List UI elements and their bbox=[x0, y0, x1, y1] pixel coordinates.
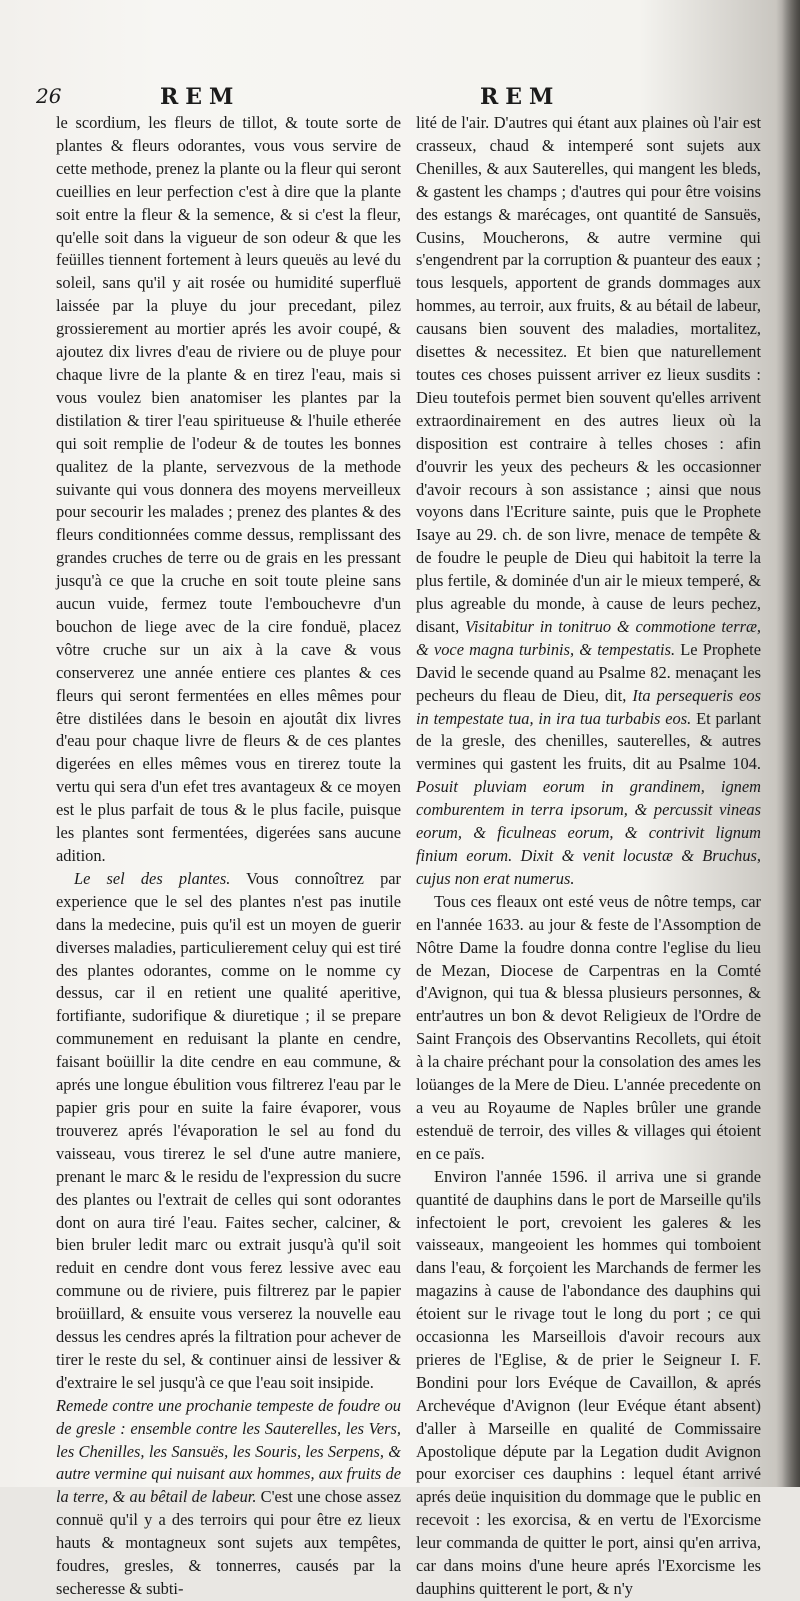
page-gutter-shadow bbox=[782, 0, 800, 1487]
paragraph-sel-des-plantes bbox=[56, 868, 401, 1395]
paragraph-mezan: Tous ces fleaux ont esté veus de nôtre temps, car en l'année 1633. au jour & feste de l'Assomption de Nôtre Dame la foudre donna contre l'eglise du lieu de Mezan, Diocese de Carpentras en la Comté d'Avignon, qui tua & blessa plusieurs personnes, & entr'autres un bon & devot Religieux de l'Ordre de Saint François des Observantins Recollets, qui étoit à la chaire préchant pour la consolation des ames les loüanges de la Mere de Dieu. L'année precedente on a veu au Royaume de Naples brûler une grande estenduë de terroir, des villes & villages qui étoient en ce païs. bbox=[416, 891, 761, 1163]
running-head-right: REM bbox=[480, 84, 561, 110]
latin-quote-psalme-82: Ita persequeris eos in tempestate tua, in ira tua turbabis eos. bbox=[416, 685, 762, 728]
page-number: 26 bbox=[36, 84, 62, 108]
fleaux-text-a: lité de l'air. D'autres qui étant aux plaines où l'air est crasseux, chaud & intemperé sont sujets aux Chenilles, & aux Sauterelles, qui mangent les bleds, & gastent les champs ; d'autres qui pour être voisins des estangs & marécages, ont quantité de Sansuës, Cusins, Moucherons, & autre vermine qui s'engendrent par la corruption & puanteur des eaux ; tous lesquels, apportent de grands dommages aux hommes, au terroir, aux fruits, & au bétail de labeur, causans bien souvent des maladies, mortalitez, disettes & necessitez. Et bien que naturellement toutes ces choses puissent arriver ez lieux susdits : Dieu toutefois permet bien souvent qu'elles arrivent extraordinairement en des autres lieux où la disposition est contraire à telles choses : afin d'ouvrir les yeux des pecheurs & les occasionner d'avoir recours à son assistance ; ainsi que nous voyons dans l'Ecriture sainte, puis que le Prophete Isaye au 29. ch. de son livre, menace de tempête & de foudre le peuple de Dieu qui habitoit la terre la plus fertile, & dominée d'un air le mieux temperé, & plus agreable du monde, à cause de leurs pechez, disant, bbox=[416, 113, 761, 636]
section-heading-sel: Le sel des plantes. bbox=[74, 868, 231, 888]
left-column bbox=[56, 112, 401, 1598]
fleaux-text-b: Le Prophete David le secende quand au Psalme 82. menaçant les pecheurs du fleau de Dieu, dit, bbox=[416, 639, 762, 705]
latin-quote-isaye: Visitabitur in tonitruo & commotione terræ, & voce magna turbinis, & tempestatis. bbox=[416, 616, 761, 659]
sel-text: Vous connoîtrez par experience que le sel des plantes n'est pas inutile dans la medecine, puis qu'il est un moyen de guerir diverses maladies, particulierement celuy qui est tiré des plantes odorantes, comme on le nomme cy dessus, car il en retient une qualité aperitive, fortifiante, sudorifique & diuretique ; il se prepare communement en reduisant la plante en cendre, faisant boüillir la dite cendre en eau commune, & aprés une longue ébulition vous filtrerez l'eau par le papier gris pour en suite la faire évaporer, vous trouverez aprés l'évaporation le sel au fond du vaisseau, vous tirerez le sel d'une autre maniere, prenant le marc & le residu de l'expression du sucre des plantes ou l'extrait de celles qui sont odorantes dont on aura tiré l'eau. Faites secher, calciner, & bien bruler ledit marc ou extrait jusqu'à qu'il soit reduit en cendre dont vous ferez lessive avec eau commune ou de riviere, puis filtrerez par le papier broüillard, & ensuite vous verserez la nouvelle eau dessus les cendres aprés la filtration pour achever de tirer le reste du sel, & continuer ainsi de lessiver & d'extraire le sel jusqu'à ce que l'eau soit insipide. bbox=[56, 868, 401, 1392]
right-column bbox=[416, 112, 762, 1598]
remede-text: C'est une chose assez connuë qu'il y a des terroirs qui pour être ez lieux hauts & montagneux sont sujets aux tempêtes, foudres, gresles, & tonnerres, causés par la secheresse & subti- bbox=[56, 1487, 401, 1598]
paragraph-dauphins: Environ l'année 1596. il arriva une si grande quantité de dauphins dans le port de Marseille qu'ils infectoient le port, crevoient les galeres & les vaisseaux, mangeoient les hommes qui tomboient dans l'eau, & forçoient les Marchands de fermer les magazins à cause de l'abondance des dauphins qui étoient sur le rivage tout le long du port ; ce qui occasionna les Marseillois d'avoir recours aux prieres de l'Eglise, & de prier le Seigneur I. F. Bondini pour lors Evéque de Cavaillon, & aprés Archevéque d'Avignon (leur Evéque étant absent) d'aller à Marseille en qualité de Commissaire Apostolique députe par la Legation dudit Avignon pour exorciser ces dauphins : lequel étant arrivé aprés deüe inquisition du dommage que le public en recevoit : les exorcisa, & en vertu de l'Exorcisme leur commanda de quitter le port, ainsi qu'en arriva, car dans moins d'une heure aprés l'Exorcisme les dauphins quitterent le port, & n'y bbox=[416, 1166, 761, 1598]
paragraph-fleaux bbox=[416, 112, 761, 891]
fleaux-text-c: Et parlant de la gresle, des chenilles, sauterelles, & autres vermines qui gastent les fruits, dit au Psalme 104. bbox=[416, 708, 761, 774]
paragraph-distillation: le scordium, les fleurs de tillot, & toute sorte de plantes & fleurs odorantes, vous vous servire de cette methode, prenez la plante ou la fleur qui seront cueillies en leur perfection c'est à dire que la plante soit entre la fleur & la semence, & si c'est la fleur, qu'elle soit dans la vigueur de son odeur & que les feüilles tiennent fortement à leurs queuës au levé du soleil, sans qu'il y ait rosée ou humidité superfluë laissée par la pluye du jour precedant, pilez grossierement au mortier aprés les avoir coupé, & ajoutez dix livres d'eau de riviere ou de pluye pour chaque livre de la plante & en tirez l'eau, mais si vous voulez bien anatomiser les plantes par la distilation & tirer l'eau spiritueuse & l'huile etherée qui soit remplie de l'odeur & de toutes les bonnes qualitez de la plante, servezvous de la methode suivante qui vous donnera des moyens merveilleux pour secourir les malades ; prenez des plantes & des fleurs conditionnées comme dessus, remplissant des grandes cruches de terre ou de grais en les pressant jusqu'à ce que la cruche en soit toute pleine sans aucun vuide, fermez toute l'embouchevre d'un bouchon de liege avec de la cire fonduë, placez vôtre cruche sur un aix à la cave & vous conserverez une année entiere ces plantes & ces fleurs qui seront fermentées en elles mêmes pour être distilées dans le besoin en ajoutât dix livres d'eau pour chaque livre de fleurs & de ces plantes digerées en elles mêmes vous en tirerez toute la vertu qui sera d'un efet tres avantageux & ce moyen est le plus parfait de tous & le plus facile, puisque les plantes sont fermentées, digerées sans aucune adition. bbox=[56, 113, 401, 865]
section-heading-remede: Remede contre une prochanie tempeste de foudre ou de gresle : ensemble contre les Sauterelles, les Vers, les Chenilles, les Sansuës, les Souris, les Serpens, & autre vermine qui nuisant aux hommes, aux fruits de la terre, & au bêtail de labeur. bbox=[56, 1395, 401, 1507]
latin-quote-psalme-104: Posuit pluviam eorum in grandinem, ignem comburentem in terra ipsorum, & percussit vineas eorum, & ficulneas eorum, & contrivit lignum finium eorum. Dixit & venit locustæ & Bruchus, cujus non erat numerus. bbox=[416, 777, 761, 888]
running-head-left: REM bbox=[160, 84, 241, 110]
paragraph-remede bbox=[56, 1395, 401, 1601]
